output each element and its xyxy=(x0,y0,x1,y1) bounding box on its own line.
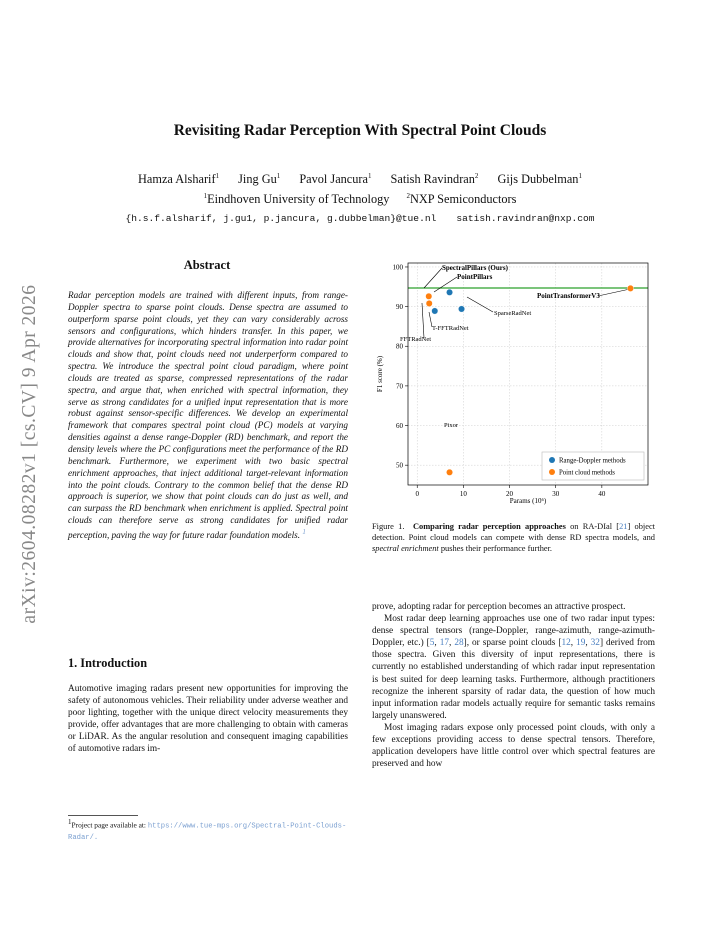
citation-link[interactable]: 21 xyxy=(619,522,628,531)
author-list xyxy=(0,172,720,187)
y-tick-label: 70 xyxy=(396,382,403,391)
right-column-body xyxy=(372,601,655,770)
legend-label-point-cloud: Point cloud methods xyxy=(559,469,615,477)
y-tick-label: 90 xyxy=(396,303,403,312)
label-sparseradnet: SparseRadNet xyxy=(494,310,532,317)
paragraph: Most imaging radars expose only processed point clouds, with only a few exceptions providing access to dense spectral tensors. Therefore, application developers have little control over which spectral features are preserved and how xyxy=(372,722,655,770)
legend-label-range-doppler: Range-Doppler methods xyxy=(559,457,626,465)
citation-link[interactable]: 17 xyxy=(439,638,450,649)
affiliation: $^2$NXP Semiconductors xyxy=(406,192,517,207)
citation-link[interactable]: 12 xyxy=(561,638,571,649)
footnote-divider xyxy=(68,815,138,816)
citation-link[interactable]: 28 xyxy=(454,638,464,649)
x-tick-label: 10 xyxy=(459,490,467,498)
author: Gijs Dubbelman$^1$ xyxy=(497,172,582,187)
abstract-heading: Abstract xyxy=(183,258,231,272)
x-tick-label: 40 xyxy=(598,490,606,498)
footnote: $^1$Project page available at: https://www.tue-mps.org/Spectral-Point-Clouds-Radar/. xyxy=(68,818,347,843)
section-heading: 1. Introduction xyxy=(68,656,148,670)
data-point-t-fftradnet xyxy=(432,308,438,314)
abstract-body: Radar perception models are trained with different inputs, from range-Doppler spectra to sparse point clouds. Dense spectra are assumed to outperform sparse point clouds, yet they can vary considerably across sensors and configurations, which hinders transfer. In this paper, we provide alternatives for incorporating spectral information into radar point clouds and show that, point clouds need not underperform compared to spectra. We introduce the spectral point cloud paradigm, where point clouds are treated as sparse, compressed representations of the radar spectra, and argue that, when enriched with spectral information, they serve as strong candidates for a unified input representation that is more robust against sensor-specific differences. We develop an experimental framework that compares spectral point cloud (PC) models at varying densities against a dense range-Doppler (RD) benchmark, and report the density levels where the PC configurations meet the performance of the RD benchmark. Furthermore, we experiment with two basic spectral enrichment approaches, that inject additional target-relevant information into the point clouds. Contrary to the common belief that the dense RD approach is superior, we show that point clouds can do just as well, and can surpass the RD benchmark when enrichment is applied. Spectral point clouds can therefore serve as strong candidates for unified radar perception, paving the way for future radar foundation models. $^1$ xyxy=(68,290,348,540)
data-point-spectralpillars-ours xyxy=(426,293,432,299)
data-point-fftradnet xyxy=(426,300,432,306)
author: Jing Gu$^1$ xyxy=(238,172,281,187)
footnote-ref[interactable]: 1 xyxy=(302,527,306,536)
author: Satish Ravindran$^2$ xyxy=(390,172,479,187)
paragraph: prove, adopting radar for perception becomes an attractive prospect. xyxy=(372,602,626,612)
x-axis-label: Params (10⁶) xyxy=(509,497,547,505)
legend-marker-point-cloud xyxy=(549,469,555,475)
email[interactable]: {h.s.f.alsharif, j.gu1, p.jancura, g.dubbelman}@tue.nl xyxy=(125,213,437,224)
citation-link[interactable]: 32 xyxy=(590,638,600,649)
label-fftradnet: FFTRadNet xyxy=(400,336,432,343)
label-pixor: Pixor xyxy=(444,422,459,429)
citation-link[interactable]: 5 xyxy=(429,638,435,649)
label-pointpillars: PointPillars xyxy=(457,273,493,281)
y-tick-label: 100 xyxy=(392,263,403,272)
label-tfftradnet: T-FFTRadNet xyxy=(432,325,469,332)
data-point-pointpillars xyxy=(446,289,452,295)
x-tick-label: 0 xyxy=(415,490,419,498)
x-tick-label: 20 xyxy=(506,490,514,498)
legend xyxy=(542,452,644,480)
intro-paragraph: Automotive imaging radars present new opportunities for improving the safety of autonomous vehicles. Their reliability under adverse weather and poor lighting, together with the unique direct velocity measurements they provide, offer advantages that are more challenging to obtain with cameras or LiDAR. As the angular resolution and consequent imaging capabilities of automotive radars im- xyxy=(68,684,348,755)
x-tick-label: 30 xyxy=(552,490,560,498)
y-tick-label: 80 xyxy=(396,342,403,351)
figure-1-chart xyxy=(372,255,657,510)
author: Pavol Jancura$^1$ xyxy=(299,172,372,187)
data-point-sparseradnet xyxy=(458,306,464,312)
email-list xyxy=(0,213,720,224)
y-axis-label: F1 score (%) xyxy=(376,355,384,393)
paper-title: Revisiting Radar Perception With Spectral Point Clouds xyxy=(173,122,547,139)
email[interactable]: satish.ravindran@nxp.com xyxy=(456,213,595,224)
y-tick-label: 50 xyxy=(396,461,403,470)
data-point-pixor xyxy=(446,469,452,475)
data-point-pointtransformerv3 xyxy=(627,285,633,291)
project-url-link[interactable]: https://www.tue-mps.org/Spectral-Point-Clouds-Radar/. xyxy=(68,822,347,843)
citation-link[interactable]: 19 xyxy=(576,638,586,649)
label-pointtransformerv3: PointTransformerV3 xyxy=(537,292,600,300)
legend-marker-range-doppler xyxy=(549,457,555,463)
figure-caption: Figure 1. Comparing radar perception approaches on RA-DIal [21] object detection. Point cloud models can compete with dense RD spectra models, and spectral enrichment pushes their performance further. xyxy=(372,522,656,554)
y-tick-label: 60 xyxy=(396,421,403,430)
affiliation-list xyxy=(0,192,720,207)
author: Hamza Alsharif$^1$ xyxy=(138,172,220,187)
label-spectralpillars: SpectralPillars (Ours) xyxy=(442,264,508,272)
arxiv-identifier: arXiv:2604.08282v1 [cs.CV] 9 Apr 2026 xyxy=(19,284,40,624)
affiliation: $^1$Eindhoven University of Technology xyxy=(203,192,390,207)
paragraph: Most radar deep learning approaches use one of two radar input types: dense spectral tensors (range-Doppler, range-azimuth, range-azimuth-Doppler, etc.) [5, 17, 28], or sparse point clouds [12, 19, 32] derived from those spectra. Given this diversity of input representations, there is currently no established understanding of which radar input representation is best suited for deep learning tasks. Furthermore, although practitioners recognize the inherent sparsity of radar data, the question of how much input information radar models actually require for semantic tasks remains largely unanswered. xyxy=(372,614,655,721)
